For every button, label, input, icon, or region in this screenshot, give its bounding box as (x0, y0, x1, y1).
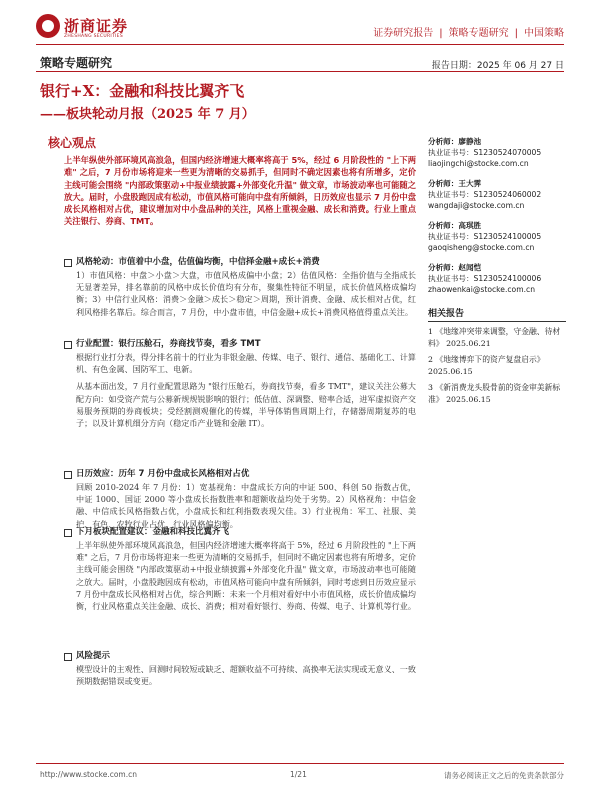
analyst-card: 分析师：高琪胜 执业证书号：S1230524100005 gaoqisheng@stocke.com.cn (428, 220, 568, 253)
section-next-month-allocation (64, 526, 416, 612)
section-body: 上半年纵使外部环境风高浪急，但国内经济增速大概率将高于 5%，经过 6 月阶段性的 "上下两难" 之后，7 月份市场将迎来一些更为清晰的交易抓手，但同时不确定因素也将有所增多，定价主线可能会围绕 "内部政策驱动+中报业绩披露+外部变化升温" 做文章，市场波动率也可能随之放大。届时，小盘股跑因成有松动，市值风格可能向中盘有所倾斜，同时考虑到日历效应显示 7 月份中盘成长风格相对占优，综合判断：未来一个月相对看好中小市值风格，成长价值成偏均衡，行业风格重点关注金融、成长、消费；相对看好银行、券商、传媒、电子、计算机等行业。 (76, 540, 416, 612)
section-style-rotation (64, 256, 416, 318)
analyst-email[interactable]: wangdaji@stocke.com.cn (428, 201, 525, 210)
footer-disclaimer: 请务必阅读正文之后的免责条款部分 (444, 771, 564, 780)
section-calendar-effect (64, 468, 416, 530)
related-reports (428, 306, 566, 406)
report-subtitle: ——板块轮动月报（2025 年 7 月） (40, 107, 255, 122)
section-heading: 行业配置：银行压舱石，券商找节奏，看多 TMT (64, 338, 416, 351)
analyst-card: 分析师：王大霁 执业证书号：S1230524060002 wangdaji@stocke.com.cn (428, 178, 568, 211)
analyst-name: 高琪胜 (458, 221, 482, 230)
analyst-license: 执业证书号：S1230524070005 (428, 148, 542, 157)
analyst-card: 分析师：廖静池 执业证书号：S1230524070005 liaojingchi@stocke.com.cn (428, 136, 568, 169)
section-body: 模型设计的主观性、回测时间较短或缺乏、超额收益不可持续、高换率无法实现或无意义、一致预期数据错误或变更。 (76, 664, 416, 687)
nav-item-china-strategy: 中国策略 (524, 28, 564, 39)
company-logo (36, 14, 156, 42)
footer-divider (36, 763, 564, 764)
analyst-name: 王大霁 (458, 179, 482, 188)
section-body-2: 从基本面出发，7 月行业配置思路为 "银行压舱石，券商找节奏，看多 TMT"，建议关注公募大配方向：如受资产荒与公募新规规锐影响的银行；低估值、深调整、赔率合适，进军虚拟资产交易服务预期的券商板块；受经割测观催化的传媒，半导体销售周期上行，存储器周期复苏的电子；以及计算机细分方向（稳定币产业链和金融 IT）。 (76, 381, 416, 429)
section-body: 回顾 2010-2024 年 7 月份：1）宽基视角：中盘成长方向的中证 500、科创 50 指数占优，中证 1000、国证 2000 等小盘成长指数胜率和超额收益均处于劣势。2）风格视角：中信金融、中信成长风格指数占优，小盘成长和红利指数表现欠佳。3）行业视角：军工、社服、美护、有色、农牧行业占优，行业风格偏均衡。 (76, 482, 416, 529)
nav-item-research-report: 证券研究报告 (373, 28, 434, 39)
analyst-email[interactable]: zhaowenkai@stocke.com.cn (428, 285, 536, 294)
analyst-license: 执业证书号：S1230524100005 (428, 232, 542, 241)
footer-url[interactable]: http://www.stocke.com.cn (40, 770, 137, 779)
nav-item-strategy-research: 策略专题研究 (448, 28, 509, 39)
logo-text-en: ZHESHANG SECURITIES (64, 34, 123, 39)
section-heading: 日历效应：历年 7 月份中盘成长风格相对占优 (64, 468, 416, 481)
related-reports-title: 相关报告 (428, 306, 566, 322)
header-divider (36, 44, 564, 45)
section-heading: 风险提示 (64, 650, 416, 663)
summary-paragraph: 上半年纵使外部环境风高浪急，但国内经济增速大概率将高于 5%，经过 6 月阶段性的 "上下两难" 之后，7 月份市场将迎来一些更为清晰的交易抓手，但同时不确定因素也将有所增多，定价主线可能会围绕 "内部政策驱动+中报业绩披露+外部变化升温" 做文章，市场波动率也可能随之放大。届时，小盘股跑因成有松动，市值风格可能向中盘有所倾斜，日历效应也显示 7 月份中盘成长风格相对占优，建议增加对中小盘品种的关注，风格上重视金融、成长和消费。行业上重点关注银行、券商、TMT。 (64, 155, 416, 227)
analyst-name: 赵闻恺 (458, 263, 482, 272)
analyst-license: 执业证书号：S1230524060002 (428, 190, 542, 199)
logo-icon (36, 14, 60, 38)
section-risk-warning (64, 650, 416, 687)
header-nav: 证券研究报告 | 策略专题研究 | 中国策略 (373, 28, 564, 39)
related-report-item[interactable]: 1 《地缘冲突带来调整，守金融、待材料》 2025.06.21 (428, 327, 561, 348)
report-header (36, 12, 564, 42)
report-title: 银行+X：金融和科技比翼齐飞 (40, 82, 245, 100)
section-body: 根据行业打分表，得分排名前十的行业为非银金融、传媒、电子、银行、通信、基础化工、计算机、有色金属、国防军工、电新。 (76, 352, 416, 375)
section-industry-allocation (64, 338, 416, 429)
subheader-divider (36, 71, 564, 72)
logo-text-cn: 浙商证券 (64, 17, 129, 35)
analyst-name: 廖静池 (458, 137, 482, 146)
analyst-email[interactable]: liaojingchi@stocke.com.cn (428, 159, 529, 168)
core-heading: 核心观点 (48, 136, 97, 150)
section-body: 1）市值风格：中盘＞小盘＞大盘，市值风格成偏中小盘；2）估值风格：全指价值与全指成长无显著差异，排名靠前的风格中成长价值均有分布，聚集性特征不明显，成长价值风格成偏均衡；3）中信行业风格：消费＞金融＞成长＞稳定＞周期，预计消费、金融、成长相对占优，红利风格排名靠后。综合而言，7 月份，中小盘市值，中信金融+成长+消费风格值得重点关注。 (76, 270, 416, 317)
related-report-item[interactable]: 2 《地缘博弈下的资产复盘启示》 2025.06.15 (428, 355, 545, 376)
analyst-email[interactable]: gaoqisheng@stocke.com.cn (428, 243, 535, 252)
related-report-item[interactable]: 3 《新消费龙头股骨前的资金审美新标准》 2025.06.15 (428, 383, 561, 404)
report-date: 报告日期：2025 年 06 月 27 日 (431, 61, 564, 71)
section-heading: 下月板块配置建议：金融和科技比翼齐飞 (64, 526, 416, 539)
report-type: 策略专题研究 (40, 56, 113, 70)
analyst-card: 分析师：赵闻恺 执业证书号：S1230524100006 zhaowenkai@stocke.com.cn (428, 262, 568, 295)
section-heading: 风格轮动：市值着中小盘，估值偏均衡，中信择金融+成长+消费 (64, 256, 416, 269)
page-number: 1/21 (290, 770, 307, 779)
analyst-license: 执业证书号：S1230524100006 (428, 274, 542, 283)
